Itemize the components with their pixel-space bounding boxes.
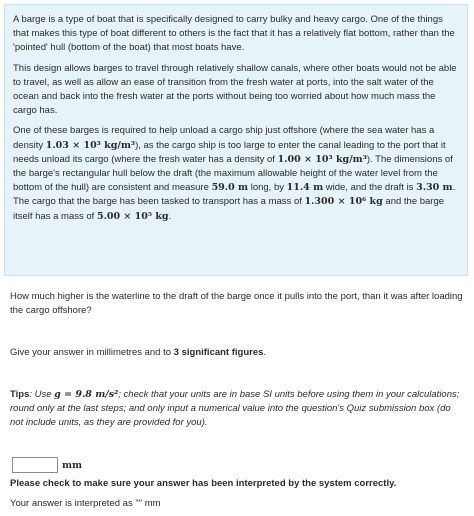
text-segment: and the barge itself has a mass of [13, 196, 445, 222]
cargo-mass: 1.300 × 10⁶ kg [304, 196, 383, 208]
draft-value: 3.30 m [416, 182, 453, 194]
problem-statement [4, 4, 468, 276]
tips-body: ; check that your units are in base SI units before using them in your calculations; round only at the last steps; and only input a numerical value into the question's Quiz submission box (do not include units, as they are provided for you). [10, 389, 460, 429]
text-segment: . [168, 210, 172, 222]
hull-width: 11.4 m [286, 182, 324, 194]
tips-intro: : Use [29, 389, 55, 400]
gravity-value: g = 9.8 m/s² [54, 389, 119, 400]
instruction-emphasis: 3 significant figures [173, 347, 264, 358]
barge-mass: 5.00 × 10⁵ kg [96, 210, 169, 222]
interpreted-answer: Your answer is interpreted as "" mm [10, 498, 161, 509]
paragraph-barge-design: This design allows barges to travel through relatively shallow canals, where other boats would not be able to travel, as well as allow an ease of transition from the fresh water at ports, into the salt water of the ocean and back into the fresh water at the ports without being too worried about how much mass the cargo has. [13, 62, 457, 117]
paragraph-barge-intro: A barge is a type of boat that is specifically designed to carry bulky and heavy cargo. One of the things that makes this type of boat different to others is the fact that it has a relatively flat bottom, rather than the 'pointed' hull (bottom of the boat) that most boats have. [13, 14, 455, 54]
answer-row [12, 457, 82, 473]
answer-unit: mm [62, 459, 83, 471]
instruction-end: . [263, 347, 267, 358]
text-segment: One of these barges is required to help unload a cargo ship just offshore (where the sea water has a density [13, 125, 435, 151]
question-text: How much higher is the waterline to the draft of the barge once it pulls into the port, than it was after loading the cargo offshore? [10, 291, 463, 317]
text-segment: wide, and the draft is [323, 182, 417, 194]
tips-text [10, 388, 465, 431]
fresh-water-density: 1.00 × 10³ kg/m³ [277, 153, 367, 165]
sea-water-density: 1.03 × 10³ kg/m³ [45, 139, 136, 151]
instruction-text: Give your answer in millimetres and to [10, 347, 174, 358]
answer-instruction [10, 346, 465, 360]
text-segment: ). The dimensions of the barge's rectangular hull below the draft (the maximum allowable height of the water level from the bottom of the hull) are consistent and measure [13, 153, 453, 194]
tips-label: Tips [10, 389, 30, 400]
answer-input[interactable] [12, 457, 58, 473]
check-notice: Please check to make sure your answer has been interpreted by the system correctly. [10, 478, 397, 489]
paragraph-problem-data [13, 124, 459, 223]
text-segment: . The cargo that the barge has been tasked to transport has a mass of [13, 182, 456, 208]
hull-length: 59.0 m [211, 182, 249, 194]
text-segment: ), as the cargo ship is too large to enter the canal leading to the port that it needs unload its cargo (where the fresh water has a density of [13, 139, 446, 165]
text-segment: long, by [248, 182, 287, 194]
